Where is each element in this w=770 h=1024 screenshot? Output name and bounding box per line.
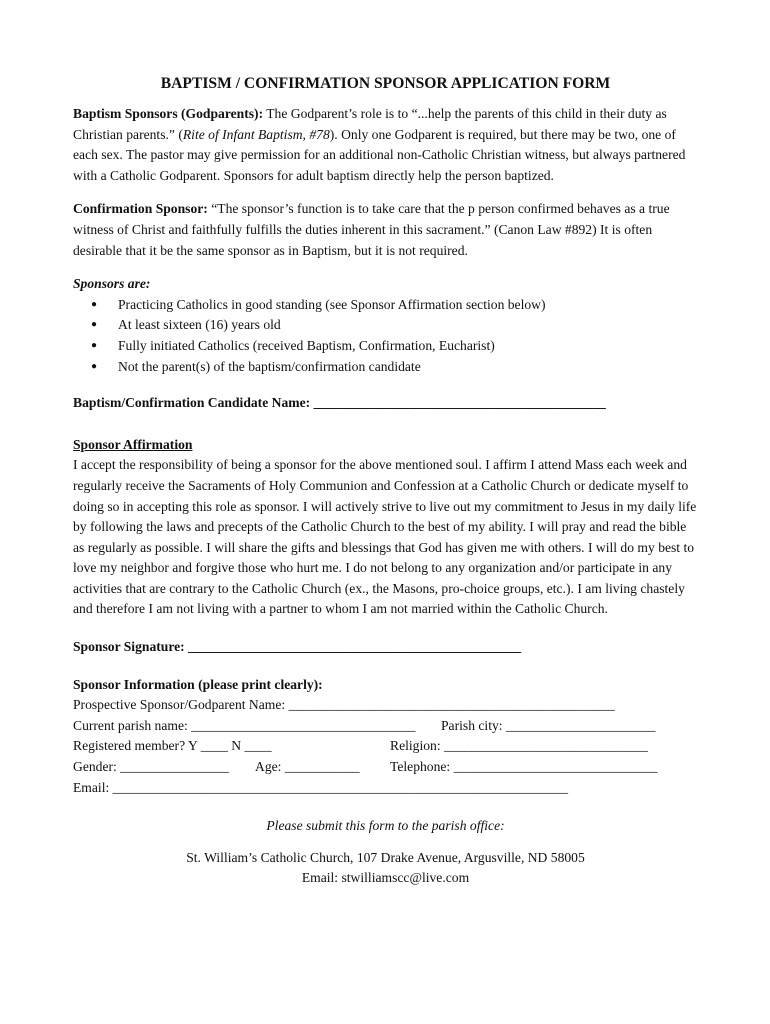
baptism-text-a: The Godparent’s role is to “...help the parents of this child in their duty as Christian parents.” (: [73, 106, 667, 142]
sponsor-signature-field[interactable]: Sponsor Signature: _________________________________________________: [73, 639, 522, 655]
form-title: BAPTISM / CONFIRMATION SPONSOR APPLICATION FORM: [160, 75, 611, 92]
affirmation-heading: Sponsor Affirmation: [73, 436, 193, 452]
affirmation-text: I accept the responsibility of being a sponsor for the above mentioned soul. I affirm I attend Mass each week and regularly receive the Sacraments of Holy Communion and Confession at a Catholic Church or dedicate myself to doing so in accepting this role as sponsor. I will actively strive to live out my commitment to Jesus in my daily life by following the laws and precepts of the Catholic Church to the best of my ability. I will pray and read the bible as regularly as possible. I will share the gifts and blessings that God has given me with others. I will do my best to love my neighbor and forgive those who hurt me. I do not belong to any organization and/or participate in any activities that are contrary to the Catholic Church (ex., the Masons, pro-choice groups, etc.). I am living chastely and therefore I am not living with a partner to whom I am not married within the Catholic Church.: [73, 457, 697, 617]
parish-email: Email: stwilliamscc@live.com: [301, 870, 470, 886]
list-item: ● Fully initiated Catholics (received Baptism, Confirmation, Eucharist): [118, 336, 698, 357]
registered-member-field[interactable]: Registered member? Y ____ N ____: [73, 738, 272, 754]
sponsors-are-list: [73, 295, 698, 377]
age-field[interactable]: Age: ___________: [255, 759, 360, 775]
submit-instruction: Please submit this form to the parish office:: [266, 818, 505, 834]
email-row: [73, 778, 698, 799]
registered-row: [73, 736, 698, 757]
confirmation-paragraph: [73, 199, 698, 261]
form-page: [73, 74, 698, 889]
gender-row: [73, 757, 698, 778]
baptism-paragraph: [73, 104, 698, 186]
parish-name-field[interactable]: Current parish name: _________________________________: [73, 717, 416, 733]
confirmation-text: “The sponsor’s function is to take care that the p person confirmed behaves as a true witness of Christ and faithfully fulfills the duties inherent in this sacrament.” (Canon Law #892) It is often desirable that it be the same sponsor as in Baptism, but it is not required.: [73, 201, 670, 258]
sponsor-info-heading: Sponsor Information (please print clearly):: [73, 676, 323, 692]
email-field[interactable]: Email: ___________________________________________________________________: [73, 779, 569, 795]
religion-field[interactable]: Religion: ______________________________: [390, 738, 648, 754]
baptism-heading: Baptism Sponsors (Godparents):: [73, 106, 264, 121]
gender-field[interactable]: Gender: ________________: [73, 759, 229, 775]
parish-row: [73, 716, 698, 737]
baptism-text-b: ). Only one Godparent is required, but there may be two, one of each sex. The pastor may give permission for an additional non-Catholic Christian witness, but always partnered with a Catholic Godparent. Sponsors for adult baptism directly help the person baptized.: [73, 126, 686, 183]
confirmation-heading: Confirmation Sponsor:: [73, 201, 208, 217]
sponsors-are-heading: Sponsors are:: [73, 276, 151, 292]
list-item: ● Not the parent(s) of the baptism/confirmation candidate: [118, 357, 698, 378]
candidate-name-field[interactable]: Baptism/Confirmation Candidate Name: ___________________________________________: [73, 395, 606, 411]
parish-address: St. William’s Catholic Church, 107 Drake Avenue, Argusville, ND 58005: [186, 849, 585, 865]
prospective-name-field[interactable]: Prospective Sponsor/Godparent Name: ________________________________________________: [73, 697, 615, 713]
telephone-field[interactable]: Telephone: ______________________________: [390, 759, 658, 775]
baptism-citation: Rite of Infant Baptism, #78: [182, 126, 330, 142]
prospective-name-row: [73, 695, 698, 716]
parish-city-field[interactable]: Parish city: ______________________: [441, 717, 656, 733]
list-item: ● Practicing Catholics in good standing (see Sponsor Affirmation section below): [118, 295, 698, 316]
list-item: ● At least sixteen (16) years old: [118, 315, 698, 336]
